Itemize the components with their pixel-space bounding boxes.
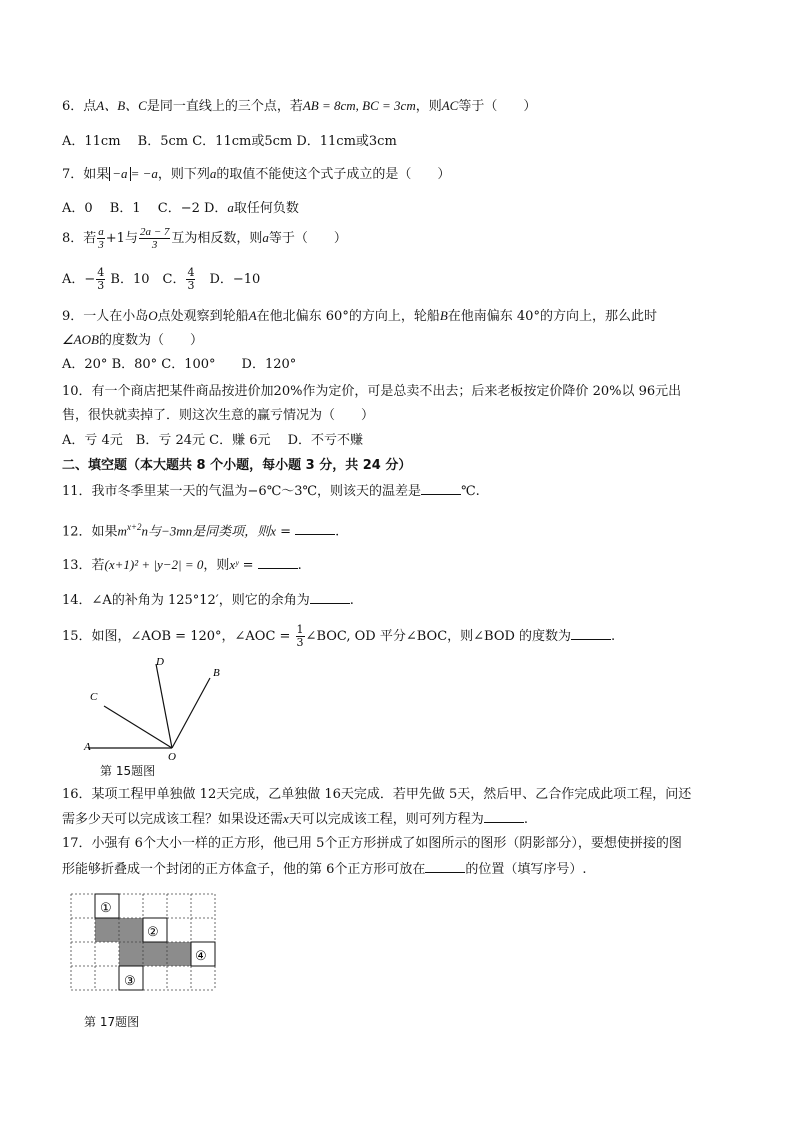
shaded-square: [119, 942, 143, 966]
q7-options-text: 取任何负数: [233, 201, 299, 216]
question-16: 16．某项工程甲单独做 12天完成，乙单独做 16天完成．若甲先做 5天，然后甲、乙合作完成此项工程，问还: [62, 787, 692, 802]
question-10: 10．有一个商店把某件商品按进价加20%作为定价，可是总卖不出去；后来老板按定价降价 20%以 96元出: [62, 384, 682, 399]
q17-answer-blank[interactable]: [425, 860, 465, 873]
section-fill-in-blank-heading: 二、填空题（本大题共 8 个小题，每小题 3 分，共 24 分）: [62, 458, 412, 473]
q7-options: [62, 199, 299, 218]
q8-option-d: D．−10: [196, 272, 261, 287]
q17-line-2: 形能够折叠成一个封闭的正方体盒子，他的第 6个正方形可放在 的位置（填写序号）.: [62, 862, 587, 877]
q16-answer-blank[interactable]: [484, 810, 524, 823]
q6-condition: AB = 8cm, BC = 3cm: [302, 98, 416, 113]
question-11: 11．我市冬季里某一天的气温为−6℃～3℃，则该天的温差是 ℃.: [62, 484, 480, 499]
q8-fraction-2: $\frac{2a - 7}{3}$: [139, 226, 170, 251]
question-13: 13．若(x+1)² + |y−2| = 0，则xʸ = .: [62, 557, 302, 573]
shaded-square: [95, 918, 119, 942]
q16-line-2: 需多少天可以完成该工程？如果设还需x天可以完成该工程，则可列方程为 .: [62, 811, 528, 827]
q9-line-2: [62, 331, 203, 350]
ray-oc: [104, 706, 172, 748]
label-b: B: [213, 667, 220, 679]
q6-text: 等于（ ）: [458, 99, 537, 114]
q8-option-c-fraction: $\frac{4}{3}$: [187, 266, 195, 292]
q10-options: A．亏 4元 B．亏 24元 C．赚 6元 D．不亏不赚: [62, 433, 364, 448]
q8-text: 等于（ ）: [268, 231, 347, 246]
label-d: D: [156, 656, 164, 668]
q6-text: 是同一直线上的三个点，若: [146, 99, 303, 114]
q8-option-a-fraction: $\frac{4}{3}$: [97, 266, 105, 292]
figure-15-angle-diagram: [80, 652, 240, 760]
q9-options: A．20° B．80° C．100° D．120°: [62, 357, 297, 372]
q15-fraction: $\frac{1}{3}$: [296, 623, 304, 649]
question-14: 14．∠A的补角为 125°12′，则它的余角为 .: [62, 593, 354, 608]
q6-points: A、B、C: [96, 98, 147, 113]
q7-rhs: = −a: [130, 166, 158, 181]
question-15: 15．如图，∠AOB = 120°，∠AOC = $\frac{1}{3}$ ∠BOC, OD 平分∠BOC，则∠BOD 的度数为 .: [62, 623, 616, 649]
q8-options: [62, 267, 260, 292]
question-12: 12．如果$m^{x+2}n$与−3mn是同类项，则x = .: [62, 522, 340, 540]
ray-ob: [172, 678, 210, 748]
q8-var: a: [262, 230, 269, 245]
question-17: 17．小强有 6个大小一样的正方形，他已用 5个正方形拼成了如图所示的图形（阴影部分），要想使拼接的图: [62, 836, 682, 851]
q13-answer-blank[interactable]: [258, 556, 298, 569]
label-o: O: [168, 751, 176, 760]
q12-answer-blank[interactable]: [295, 522, 335, 535]
q8-option-a: A．−: [62, 272, 96, 287]
q7-options-var: a: [227, 200, 234, 215]
q9-text: 的度数为（ ）: [98, 333, 203, 348]
question-7: [62, 165, 450, 184]
ray-od: [156, 664, 172, 748]
q6-options: A．11cm B．5cm C．11cm或5cm D．11cm或3cm: [62, 134, 397, 149]
q7-text: 的取值不能使这个式子成立的是（ ）: [216, 167, 451, 182]
label-circle-4: ④: [195, 949, 207, 964]
figure-17-square-grid: [70, 893, 216, 997]
q7-abs-value: −a: [109, 167, 130, 181]
q7-text: ，则下列: [157, 167, 210, 182]
label-circle-2: ②: [147, 925, 159, 940]
label-circle-1: ①: [100, 901, 112, 916]
q14-answer-blank[interactable]: [310, 591, 350, 604]
label-circle-3: ③: [124, 974, 136, 989]
question-9: 9．一人在小岛O点处观察到轮船A在他北偏东 60°的方向上，轮船B在他南偏东 40°的方向上，那么此时: [62, 308, 657, 324]
q6-text: 6．点: [62, 99, 97, 114]
q15-answer-blank[interactable]: [571, 627, 611, 640]
q6-text: ，则: [415, 99, 442, 114]
q11-answer-blank[interactable]: [421, 482, 461, 495]
q8-text: 8．若: [62, 231, 97, 246]
label-a: A: [84, 741, 91, 753]
q8-text: 互为相反数，则: [171, 231, 263, 246]
figure-15-caption: 第 15题图: [100, 764, 156, 778]
q7-var: a: [209, 166, 217, 181]
q8-option-bc: B．10 C．: [106, 272, 186, 287]
q8-text: +1与: [105, 231, 138, 246]
q7-text: 7．如果: [62, 167, 110, 182]
q8-fraction-1: $\frac{a}{3}$: [98, 226, 104, 251]
shaded-square: [119, 918, 143, 942]
figure-17-caption: 第 17题图: [84, 1015, 140, 1029]
question-8: [62, 226, 347, 251]
q10-line-2: 售，很快就卖掉了．则这次生意的赢亏情况为（ ）: [62, 408, 375, 423]
shaded-square: [167, 942, 191, 966]
label-c: C: [90, 691, 98, 703]
question-6: [62, 97, 536, 116]
q6-ac: AC: [441, 98, 459, 113]
q9-angle: ∠AOB: [62, 332, 99, 347]
q13-expression: (x+1)² + |y−2| = 0: [104, 557, 204, 572]
shaded-square: [143, 942, 167, 966]
q7-options-text: A．0 B．1 C．−2 D．: [62, 201, 228, 216]
